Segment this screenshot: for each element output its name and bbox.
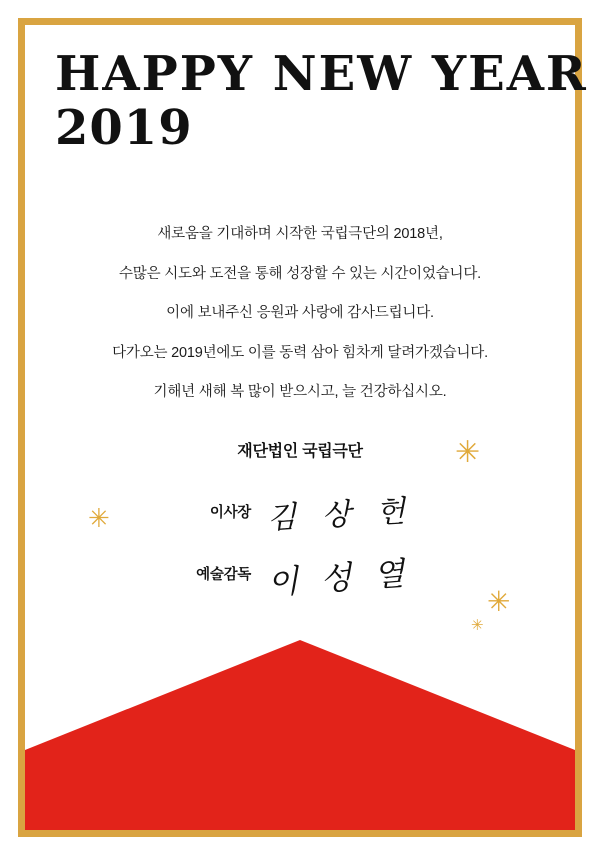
greeting-message (50, 225, 550, 403)
signature-name-chairman: 김 상 헌 (266, 493, 415, 537)
sparkle-icon: ✳ (455, 436, 481, 469)
headline-line-1: HAPPY NEW YEAR (55, 46, 588, 102)
signature-row-chairman (0, 483, 600, 539)
sparkle-icon: ✳ (471, 617, 484, 634)
message-line-5: 기해년 새해 복 많이 받으시고, 늘 건강하십시오. (153, 384, 447, 401)
page-title (55, 46, 588, 156)
red-chevron-graphic (25, 640, 575, 830)
organization-name: 재단법인 국립극단 (237, 443, 363, 460)
signature-row-artistic-director (0, 545, 600, 601)
message-line-4: 다가오는 2019년에도 이를 동력 삼아 힘차게 달려가겠습니다. (112, 344, 488, 361)
message-line-2: 수많은 시도와 도전을 통해 성장할 수 있는 시간이었습니다. (119, 265, 481, 282)
signature-name-artistic-director: 이 성 열 (266, 553, 412, 602)
sparkle-icon: ✳ (88, 503, 110, 533)
sparkle-icon: ✳ (487, 586, 511, 617)
message-line-1: 새로움을 기대하며 시작한 국립극단의 2018년, (157, 226, 443, 242)
signature-title-artistic-director: 예술감독 (196, 566, 251, 583)
message-line-3: 이에 보내주신 응원과 사랑에 감사드립니다. (166, 305, 434, 322)
headline-line-2: 2019 (55, 99, 193, 156)
signature-block (0, 438, 600, 607)
signature-title-chairman: 이사장 (209, 504, 251, 521)
